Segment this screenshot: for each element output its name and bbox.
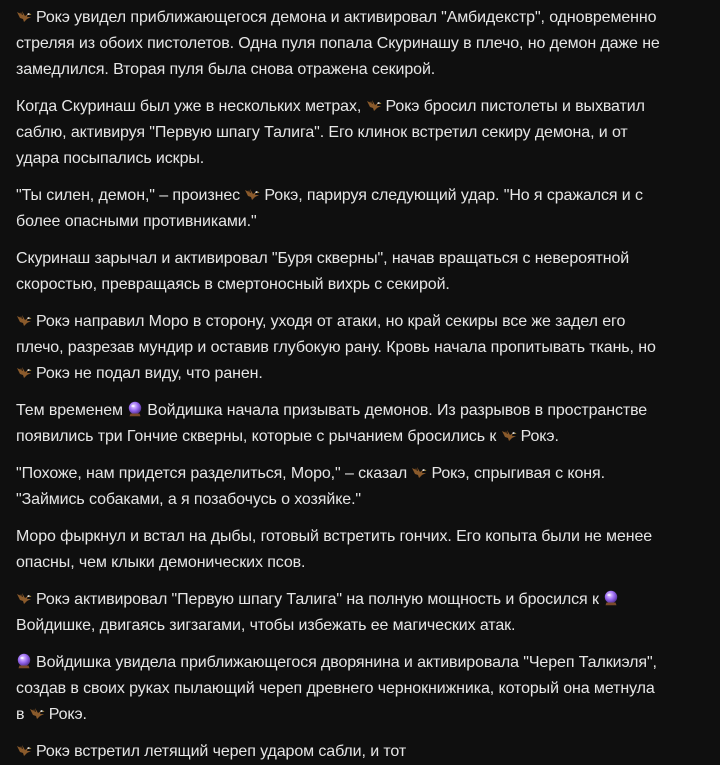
text-line <box>16 246 714 272</box>
text-line <box>16 146 714 172</box>
eagle-icon <box>29 705 45 721</box>
text-segment: Тем временем <box>16 402 128 419</box>
text-segment: плечо, разрезав мундир и оставив глубокую рану. Кровь начала пропитывать ткань, но <box>16 339 656 356</box>
text-segment: Рокэ активировал "Первую шпагу Талига" на полную мощность и бросился к <box>36 591 604 608</box>
text-segment: Войдишка увидела приближающегося дворянина и активировала "Череп Талкиэля", <box>36 654 657 671</box>
eagle-icon <box>16 364 32 380</box>
text-segment: Войдишка начала призывать демонов. Из разрывов в пространстве <box>147 402 648 419</box>
story-text <box>16 5 714 762</box>
text-segment: опасны, чем клыки демонических псов. <box>16 554 306 571</box>
story-paragraph-partial <box>16 739 714 760</box>
crystal-ball-icon <box>16 653 32 669</box>
text-segment: замедлился. Вторая пуля была снова отражена секирой. <box>16 61 436 78</box>
text-line <box>16 209 714 235</box>
text-line <box>16 550 714 576</box>
text-line <box>16 57 714 83</box>
eagle-icon <box>16 742 32 758</box>
text-line <box>16 650 714 676</box>
text-segment: Рокэ, спрыгивая с коня. <box>431 465 605 482</box>
text-segment: Рокэ встретил летящий череп ударом сабли, и тот <box>36 743 407 760</box>
text-segment: "Ты силен, демон," – произнес <box>16 187 245 204</box>
story-paragraph <box>16 398 714 450</box>
eagle-icon <box>366 97 382 113</box>
text-segment: "Похоже, нам придется разделиться, Моро," – сказал <box>16 465 412 482</box>
text-segment: стреляя из обоих пистолетов. Одна пуля попала Скуринашу в плечо, но демон даже не <box>16 35 660 52</box>
text-segment: Когда Скуринаш был уже в нескольких метрах, <box>16 98 366 115</box>
eagle-icon <box>16 312 32 328</box>
text-segment: Войдишке, двигаясь зигзагами, чтобы избежать ее магических атак. <box>16 617 516 634</box>
story-paragraph <box>16 183 714 235</box>
text-line <box>16 613 714 639</box>
text-line <box>16 31 714 57</box>
text-line <box>16 335 714 361</box>
crystal-ball-icon <box>603 590 619 606</box>
text-line <box>16 587 714 613</box>
text-line <box>16 739 714 765</box>
text-segment: Моро фыркнул и встал на дыбы, готовый встретить гончих. Его копыта были не менее <box>16 528 653 545</box>
text-line <box>16 183 714 209</box>
story-paragraph <box>16 309 714 387</box>
text-segment: Рокэ увидел приближающегося демона и активировал "Амбидекстр", одновременно <box>36 9 657 26</box>
text-segment: Рокэ. <box>48 706 87 723</box>
text-segment: создав в своих руках пылающий череп древнего чернокнижника, который она метнула <box>16 680 655 697</box>
text-segment: Рокэ направил Моро в сторону, уходя от атаки, но край секиры все же задел его <box>36 313 626 330</box>
eagle-icon <box>501 427 517 443</box>
text-segment: Рокэ не подал виду, что ранен. <box>36 365 263 382</box>
text-line <box>16 5 714 31</box>
eagle-icon <box>16 590 32 606</box>
text-segment: Рокэ. <box>520 428 559 445</box>
story-paragraph <box>16 461 714 513</box>
text-line <box>16 461 714 487</box>
text-segment: в <box>16 706 29 723</box>
eagle-icon <box>244 186 260 202</box>
story-paragraph <box>16 5 714 83</box>
story-paragraph <box>16 587 714 639</box>
text-line <box>16 487 714 513</box>
text-line <box>16 424 714 450</box>
text-segment: удара посыпались искры. <box>16 150 205 167</box>
story-paragraph <box>16 650 714 728</box>
story-paragraph <box>16 246 714 298</box>
story-paragraph <box>16 94 714 172</box>
text-line <box>16 120 714 146</box>
text-segment: скоростью, превращаясь в смертоносный вихрь с секирой. <box>16 276 450 293</box>
text-line <box>16 309 714 335</box>
text-segment: более опасными противниками." <box>16 213 257 230</box>
text-line <box>16 94 714 120</box>
text-segment: Рокэ бросил пистолеты и выхватил <box>385 98 645 115</box>
text-segment: Скуринаш зарычал и активировал "Буря скверны", начав вращаться с невероятной <box>16 250 630 267</box>
text-line <box>16 524 714 550</box>
text-segment: появились три Гончие скверны, которые с рычанием бросились к <box>16 428 501 445</box>
text-line <box>16 272 714 298</box>
text-line <box>16 676 714 702</box>
text-segment: "Займись собаками, а я позабочусь о хозяйке." <box>16 491 361 508</box>
text-line <box>16 702 714 728</box>
story-paragraph <box>16 524 714 576</box>
crystal-ball-icon <box>127 401 143 417</box>
text-segment: Рокэ, парируя следующий удар. "Но я сражался и с <box>264 187 643 204</box>
eagle-icon <box>411 464 427 480</box>
text-segment: саблю, активируя "Первую шпагу Талига". Его клинок встретил секиру демона, и от <box>16 124 628 141</box>
eagle-icon <box>16 8 32 24</box>
text-line <box>16 361 714 387</box>
text-line <box>16 398 714 424</box>
